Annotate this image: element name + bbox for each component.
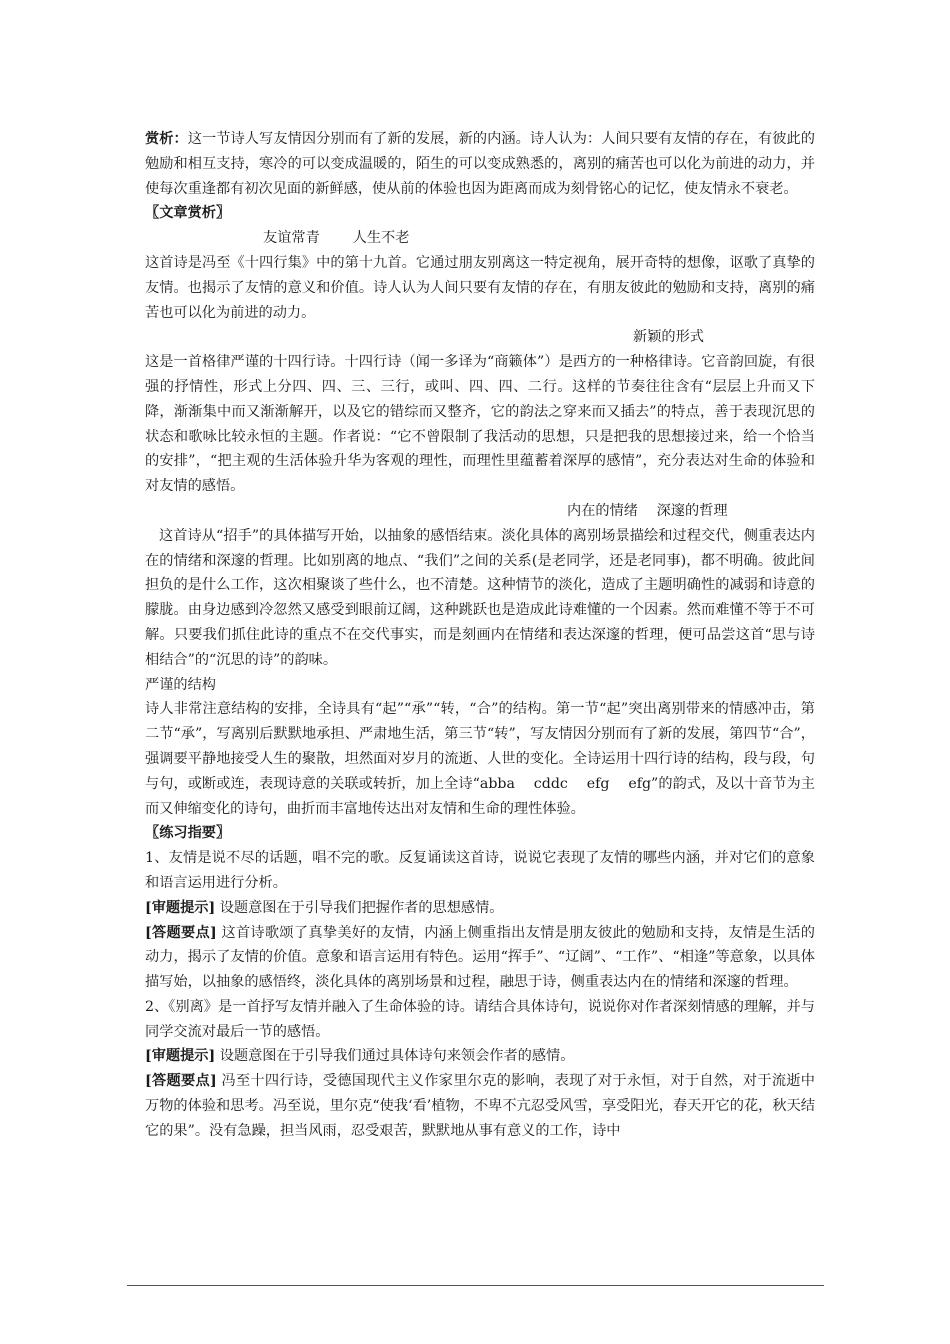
- subheading-emotion: 内在的情绪 深邃的哲理: [567, 502, 728, 519]
- structure-paragraph: 诗人非常注意结构的安排，全诗具有“起”“承”“转，“合”的结构。第一节“起”突出离别带来的情感冲击，第二节“承”，写离别后默默地承担、严肃地生活，第三节“转”，写友情因分别而有了新的发展，第四节“合”，强调要平静地接受人生的聚散，坦然面对岁月的流逝、人世的变化。全诗运用十四行诗的结构，段与段，句与句，或断或连，表现诗意的关联或转折，加上全诗“abba cddc efg efg”的韵式，及以十音节为主而又伸缩变化的诗句，曲折而丰富地传达出对友情和生命的理性体验。: [145, 701, 815, 817]
- hint-2-text: 设题意图在于引导我们通过具体诗句来领会作者的感情。: [215, 1048, 575, 1065]
- footer-rule: [127, 1285, 824, 1286]
- answer-2-text: 冯至十四行诗，受德国现代主义作家里尔克的影响，表现了对于永恒，对于自然，对于流逝中万物的体验和思考。冯至说，里尔克“使我‘看’植物，不卑不亢忍受风雪，享受阳光，春天开它的花，秋天结它的果”。没有急躁，担当风雨，忍受艰苦，默默地从事有意义的工作，诗中: [145, 1073, 815, 1139]
- analysis-paragraph: [145, 127, 815, 201]
- answer-2-label: [答题要点]: [145, 1073, 217, 1090]
- document-body: [145, 127, 815, 1144]
- subheading-structure: 严谨的结构: [145, 676, 216, 693]
- answer-1-text: 这首诗歌颂了真挚美好的友情，内涵上侧重指出友情是朋友彼此的勉励和支持，友情是生活的动力，揭示了友情的价值。意象和语言运用有特色。运用“挥手”、“辽阔”、“工作”、“相逢”等意象，以具体描写始，以抽象的感悟终，淡化具体的离别场景和过程，融思于诗，侧重表达内在的情绪和深邃的哲理。: [145, 924, 815, 991]
- emotion-paragraph: 这首诗从“招手”的具体描写开始，以抽象的感悟结束。淡化具体的离别场景描绘和过程交代，侧重表达内在的情绪和深邃的哲理。比如别离的地点、“我们”之间的关系(是老同学，还是老同事)，都不明确。彼此间担负的是什么工作，这次相聚谈了些什么，也不清楚。这种情节的淡化，造成了主题明确性的减弱和诗意的朦胧。由身边感到冷忽然又感受到眼前辽阔，这种跳跃也是造成此诗难懂的一个因素。然而难懂不等于不可解。只要我们抓住此诗的重点不在交代事实，而是刻画内在情绪和表达深邃的哲理，便可品尝这首“思与诗相结合”的“沉思的诗”的韵味。: [145, 527, 815, 668]
- analysis-text: 这一节诗人写友情因分别而有了新的发展，新的内涵。诗人认为：人间只要有友情的存在，有彼此的勉励和相互支持，寒冷的可以变成温暖的，陌生的可以变成熟悉的，离别的痛苦也可以化为前进的动力，并使每次重逢都有初次见面的新鲜感，使从前的体验也因为距离而成为刻骨铭心的记忆，使友情永不衰老。: [145, 131, 815, 197]
- section-heading-practice: 〖练习指要〗: [145, 825, 231, 842]
- hint-1-text: 设题意图在于引导我们把握作者的思想感情。: [215, 899, 504, 916]
- hint-1: [145, 896, 815, 921]
- section-heading-article: 〖文章赏析〗: [145, 205, 231, 222]
- intro-paragraph: 这首诗是冯至《十四行集》中的第十九首。它通过朋友别离这一特定视角，展开奇特的想像，讴歌了真挚的友情。也揭示了友情的意义和价值。诗人认为人间只要有友情的存在，有朋友彼此的勉励和支持，离别的痛苦也可以化为前进的动力。: [145, 254, 815, 321]
- hint-2-label: [审题提示]: [145, 1048, 216, 1065]
- answer-1-label: [答题要点]: [145, 924, 217, 941]
- answer-1: [145, 921, 815, 995]
- answer-2: [145, 1069, 815, 1143]
- subheading-friendship: 友谊常青 人生不老: [263, 230, 410, 247]
- subheading-form: 新颖的形式: [633, 329, 704, 346]
- hint-1-label: [审题提示]: [145, 899, 216, 916]
- question-2: 2、《别离》是一首抒写友情并融入了生命体验的诗。请结合具体诗句，说说你对作者深刻情感的理解，并与同学交流对最后一节的感悟。: [145, 998, 815, 1040]
- analysis-label: 赏析：: [145, 131, 188, 147]
- question-1: 1、友情是说不尽的话题，唱不完的歌。反复诵读这首诗，说说它表现了友情的哪些内涵，并对它们的意象和语言运用进行分析。: [145, 850, 815, 891]
- form-paragraph: 这是一首格律严谨的十四行诗。十四行诗（闻一多译为“商籁体”）是西方的一种格律诗。它音韵回旋，有很强的抒情性，形式上分四、四、三、三行，或叫、四、四、二行。这样的节奏往往含有“层层上升而又下降，渐渐集中而又渐渐解开，以及它的错综而又整齐，它的韵法之穿来而又插去”的特点，善于表现沉思的状态和歌咏比较永恒的主题。作者说：“它不曾限制了我活动的思想，只是把我的思想接过来，给一个恰当的安排”，“把主观的生活体验升华为客观的理性，而理性里蕴蓄着深厚的感情”，充分表达对生命的体验和对友情的感悟。: [145, 354, 815, 495]
- hint-2: [145, 1044, 815, 1069]
